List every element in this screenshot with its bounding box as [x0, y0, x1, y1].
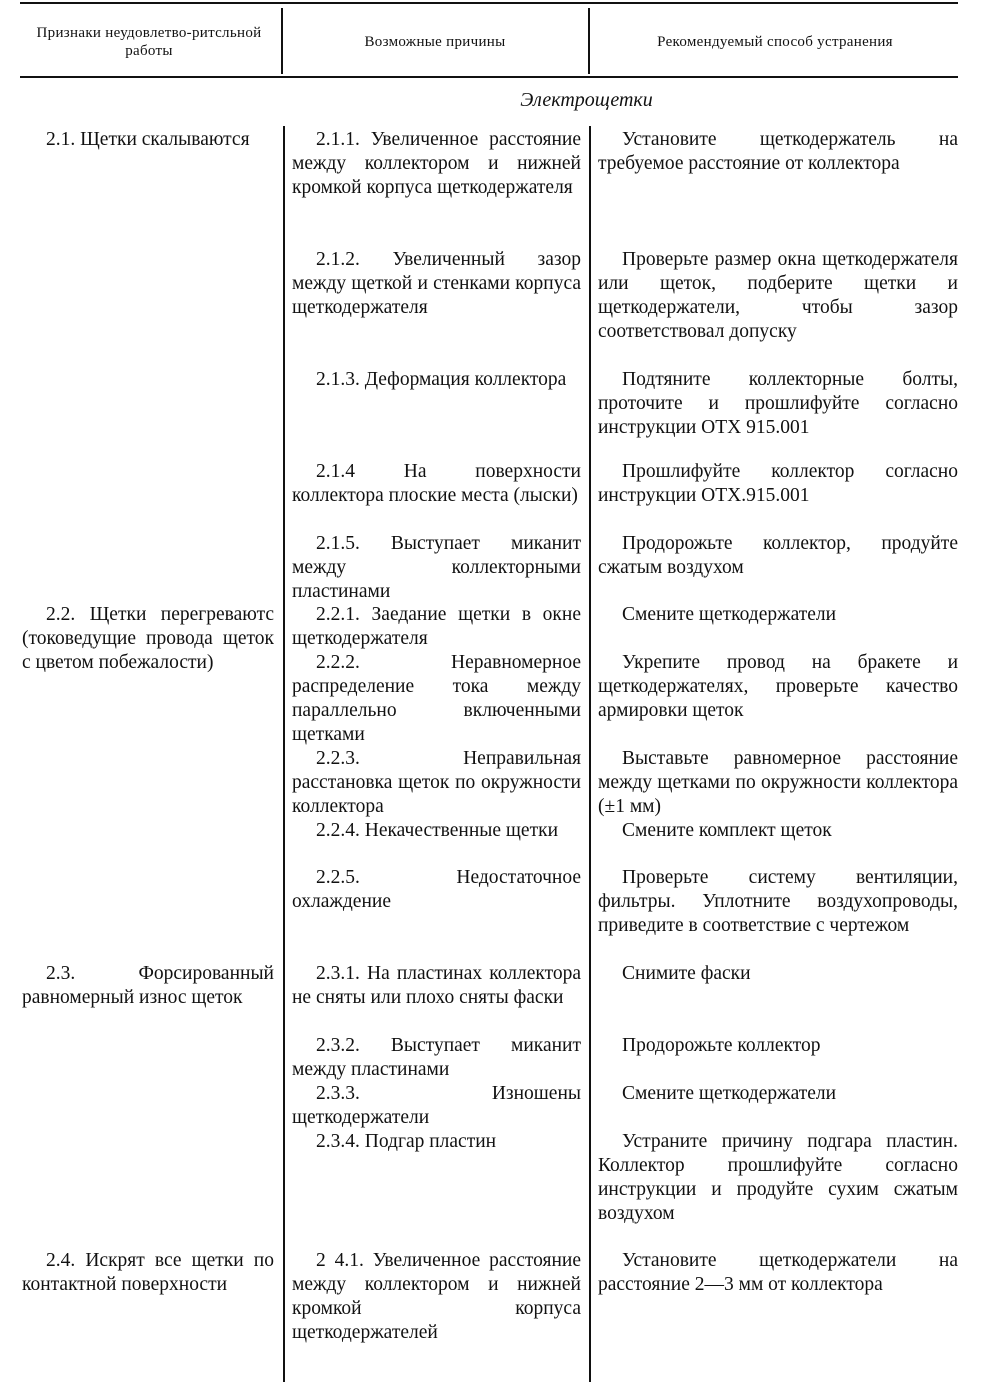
remedy-2-3-4: Устраните причину подгара пластин. Коллектор прошлифуйте согласно инструкции и продуйте сухим сжатым воздухом [598, 1131, 958, 1224]
column-divider-1 [283, 126, 285, 1382]
cause-2-2-1: 2.2.1. Заедание щетки в окне щеткодержателя [292, 604, 581, 649]
cause-2-2-2: 2.2.2. Неравномерное распределение тока между параллельно включенными щетками [292, 652, 581, 745]
cause-2-1-5: 2.1.5. Выступает миканит между коллекторными пластинами [292, 533, 581, 602]
remedy-2-3-2: Продорожьте коллектор [622, 1035, 821, 1056]
column-divider-2 [589, 126, 591, 1382]
cause-2-1-4: 2.1.4 На поверхности коллектора плоские места (лыски) [292, 461, 581, 506]
remedy-2-3-3: Смените щеткодержатели [622, 1083, 837, 1104]
top-rule [20, 2, 958, 4]
cause-2-3-2: 2.3.2. Выступает миканит между пластинами [292, 1035, 581, 1080]
cause-2-2-4: 2.2.4. Некачественные щетки [316, 820, 559, 841]
remedy-2-2-2: Укрепите провод на бракете и щеткодержателях, проверьте качество армировки щеток [598, 652, 958, 721]
symptom-2-4: 2.4. Искрят все щетки по контактной поверхности [22, 1250, 274, 1295]
header-divider-1 [281, 8, 283, 74]
cause-2-1-2: 2.1.2. Увеличенный зазор между щеткой и стенками корпуса щеткодержателя [292, 249, 581, 318]
remedy-2-1-1: Установите щеткодержатель на требуемое расстояние от коллектора [598, 129, 958, 174]
column-header-causes: Возможные причины [364, 34, 506, 50]
remedy-2-2-1: Смените щеткодержатели [622, 604, 837, 625]
remedy-2-2-4: Смените комплект щеток [622, 820, 832, 841]
symptom-2-2: 2.2. Щетки перегреваютс (токоведущие провода щеток с цветом побежалости) [22, 604, 274, 673]
header-rule [20, 76, 958, 78]
cause-2-3-1: 2.3.1. На пластинах коллектора не сняты или плохо сняты фаски [292, 963, 581, 1008]
cause-2-4-1: 2 4.1. Увеличенное расстояние между коллектором и нижней кромкой корпуса щеткодержателей [292, 1250, 581, 1343]
cause-2-3-3: 2.3.3. Изношены щеткодержатели [292, 1083, 581, 1128]
remedy-2-1-3: Подтяните коллекторные болты, проточите и прошлифуйте согласно инструкции ОТХ 915.001 [598, 369, 958, 438]
remedy-2-1-4: Прошлифуйте коллектор согласно инструкции ОТХ.915.001 [598, 461, 958, 506]
cause-2-2-3: 2.2.3. Неправильная расстановка щеток по окружности коллектора [292, 748, 581, 817]
remedy-2-2-5: Проверьте систему вентиляции, фильтры. Уплотните воздухопроводы, приведите в соответствие с чертежом [598, 867, 958, 936]
header-divider-2 [588, 8, 590, 74]
column-header-symptoms: Признаки неудовлетво-ритсльной работы [36, 25, 262, 59]
cause-2-3-4: 2.3.4. Подгар пластин [316, 1131, 497, 1152]
remedy-2-1-5: Продорожьте коллектор, продуйте сжатым воздухом [598, 533, 958, 578]
symptom-2-1: 2.1. Щетки скалываются [46, 129, 250, 150]
remedy-2-1-2: Проверьте размер окна щеткодержателя или щеток, подберите щетки и щеткодержатели, чтобы зазор соответствовал допуску [598, 249, 958, 342]
section-title: Электрощетки [520, 89, 653, 111]
column-header-remedies: Рекомендуемый способ устранения [657, 34, 893, 50]
remedy-2-2-3: Выставьте равномерное расстояние между щетками по окружности коллектора (±1 мм) [598, 748, 958, 817]
symptom-2-3: 2.3. Форсированный равномерный износ щеток [22, 963, 274, 1008]
cause-2-2-5: 2.2.5. Недостаточное охлаждение [292, 867, 581, 912]
remedy-2-3-1: Снимите фаски [622, 963, 751, 984]
cause-2-1-3: 2.1.3. Деформация коллектора [316, 369, 567, 390]
remedy-2-4-1: Установите щеткодержатели на расстояние 2—3 мм от коллектора [598, 1250, 958, 1295]
cause-2-1-1: 2.1.1. Увеличенное расстояние между коллектором и нижней кромкой корпуса щеткодержателя [292, 129, 581, 198]
